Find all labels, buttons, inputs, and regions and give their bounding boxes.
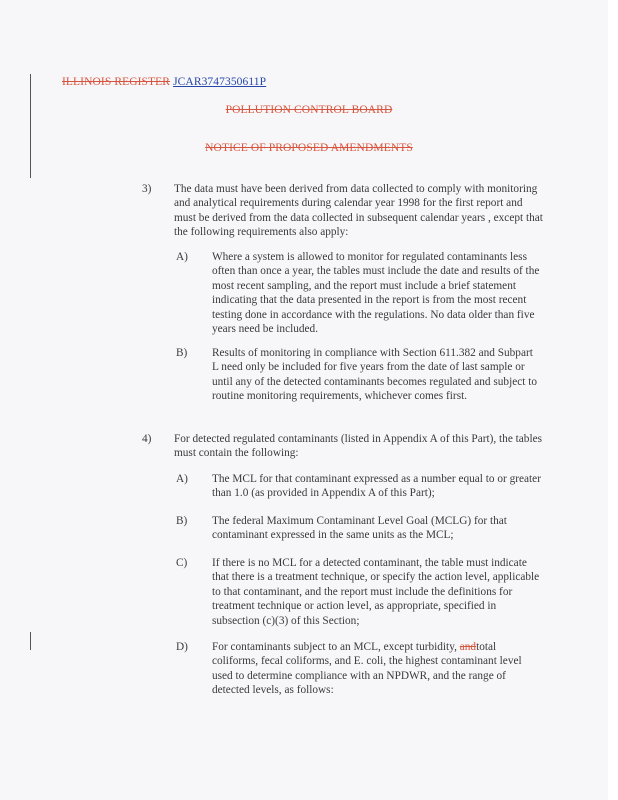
page-edge bbox=[608, 0, 618, 800]
register-label: ILLINOIS REGISTER bbox=[62, 76, 171, 88]
item-text-before: For contaminants subject to an MCL, except turbidity, bbox=[212, 641, 457, 653]
register-header bbox=[62, 76, 266, 88]
item-text: The federal Maximum Contaminant Level Goal (MCLG) for that contaminant expressed in the same units as the MCL; bbox=[212, 515, 507, 542]
register-code: JCAR3747350611P bbox=[173, 76, 267, 88]
change-bar bbox=[30, 74, 31, 178]
item-text: Where a system is allowed to monitor for regulated contaminants less often than once a year, the tables must include the date and results of the most recent sampling, and the report must include a brief statement indicating that the data presented in the report is from the most recent testing done in accordance with the regulations. No data older than five years need be included. bbox=[212, 251, 540, 336]
item-label: 3) bbox=[142, 183, 152, 195]
item-label: D) bbox=[176, 641, 188, 653]
item-text: The data must have been derived from data collected to comply with monitoring and analytical requirements during calendar year 1998 for the first report and must be derived from the data collected in subsequent calendar years , except that the following requirements also apply: bbox=[174, 183, 543, 239]
item-text: The MCL for that contaminant expressed as a number equal to or greater than 1.0 (as provided in Appendix A of this Part); bbox=[212, 473, 541, 500]
item-label: A) bbox=[176, 473, 188, 485]
item-text: If there is no MCL for a detected contaminant, the table must indicate that there is a treatment technique, or specify the action level, applicable to that contaminant, and the report must include the definitions for treatment technique or action level, as appropriate, specified in subsection (c)(3) of this Section; bbox=[212, 557, 540, 627]
board-heading: POLLUTION CONTROL BOARD bbox=[225, 104, 393, 116]
item-label: 4) bbox=[142, 433, 152, 445]
item-text-after: total coliforms, fecal coliforms, and E. coli, the highest contaminant level used to determine compliance with an NPDWR, and the range of detected levels, as follows: bbox=[212, 641, 522, 697]
change-bar bbox=[30, 632, 31, 650]
item-text bbox=[212, 640, 542, 698]
deleted-word: and bbox=[459, 641, 477, 653]
item-text: For detected regulated contaminants (listed in Appendix A of this Part), the tables must contain the following: bbox=[174, 433, 543, 460]
item-text: Results of monitoring in compliance with Section 611.382 and Subpart L need only be included for five years from the date of last sample or until any of the detected contaminants becomes regulated and subject to routine monitoring requirements, whichever comes first. bbox=[212, 347, 537, 403]
item-label: B) bbox=[176, 515, 188, 527]
item-label: B) bbox=[176, 347, 188, 359]
notice-heading: NOTICE OF PROPOSED AMENDMENTS bbox=[205, 142, 413, 154]
item-label: C) bbox=[176, 557, 188, 569]
item-label: A) bbox=[176, 251, 188, 263]
